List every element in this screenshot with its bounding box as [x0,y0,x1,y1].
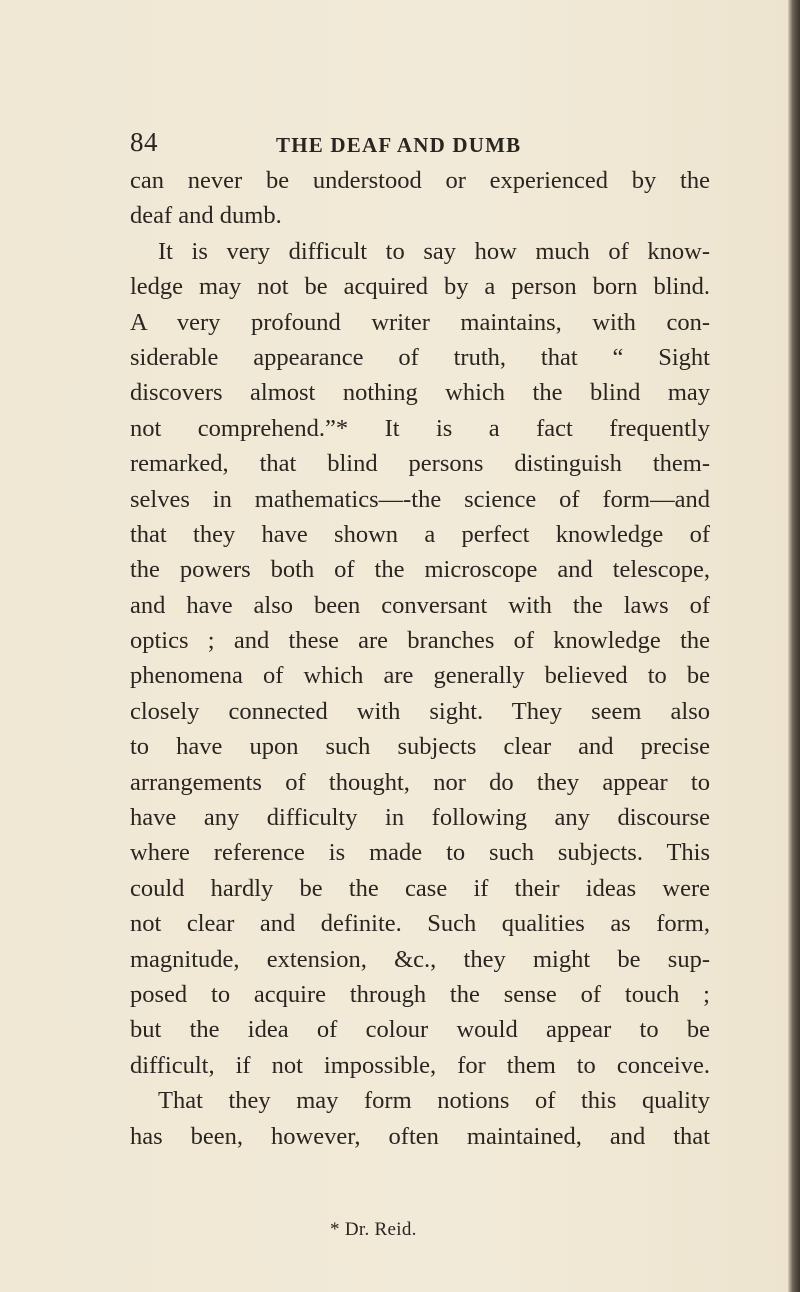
text-line: selves in mathematics—-the science of form—and [130,485,710,513]
text-line: but the idea of colour would appear to be [130,1016,710,1044]
running-head: THE DEAF AND DUMB [276,133,522,157]
text-line: That they may form notions of this quality [158,1087,710,1115]
text-line: discovers almost nothing which the blind may [130,379,710,407]
text-line: can never be understood or experienced by the [130,167,710,194]
text-line: could hardly be the case if their ideas were [130,874,710,902]
text-line: to have upon such subjects clear and precise [130,733,710,761]
text-line: phenomena of which are generally believed to be [130,662,710,690]
text-line: optics ; and these are branches of knowledge the [130,627,710,655]
text-line: magnitude, extension, &c., they might be sup- [130,945,710,973]
text-line: not clear and definite. Such qualities as form, [130,910,710,938]
text-line: A very profound writer maintains, with con- [130,308,710,336]
page-edge-shadow [788,0,800,1292]
footnote: * Dr. Reid. [330,1219,417,1240]
text-line: It is very difficult to say how much of know- [158,237,710,265]
page-header [130,127,730,167]
text-line: and have also been conversant with the laws of [130,591,710,619]
text-line: closely connected with sight. They seem also [130,697,710,725]
text-line: have any difficulty in following any discourse [130,804,710,832]
text-line: remarked, that blind persons distinguish them- [130,450,710,478]
text-line: deaf and dumb. [130,202,282,230]
text-line: siderable appearance of truth, that “ Sight [130,343,710,371]
body-text [130,163,710,1154]
text-line: posed to acquire through the sense of touch ; [130,980,710,1008]
text-line: where reference is made to such subjects. This [130,839,710,867]
text-line: arrangements of thought, nor do they appear to [130,768,710,796]
page-number: 84 [130,127,158,157]
text-line: has been, however, often maintained, and that [130,1122,710,1150]
text-line: not comprehend.”* It is a fact frequently [130,414,710,442]
text-line: that they have shown a perfect knowledge of [130,520,710,548]
text-line: difficult, if not impossible, for them to conceive. [130,1051,710,1079]
text-line: ledge may not be acquired by a person born blind. [130,273,710,301]
text-line: the powers both of the microscope and telescope, [130,556,710,584]
